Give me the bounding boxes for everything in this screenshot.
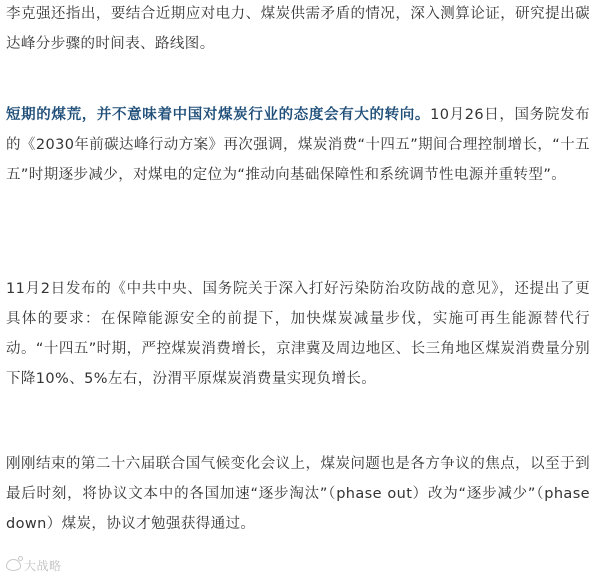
watermark (6, 556, 62, 574)
weibo-logo-icon (6, 559, 21, 571)
paragraph-2-text: 10月26日，国务院发布的《2030年前碳达峰行动方案》再次强调，煤炭消费“十四五”期间合理控制增长，“十五五”时期逐步减少，对煤电的定位为“推动向基础保障性和系统调节性电源并重转型”。 (6, 107, 591, 183)
paragraph-2 (6, 100, 590, 190)
emphasized-lead-sentence: 短期的煤荒，并不意味着中国对煤炭行业的态度会有大的转向。 (6, 107, 431, 123)
paragraph-1: 李克强还指出，要结合近期应对电力、煤炭供需矛盾的情况，深入测算论证，研究提出碳达峰分步骤的时间表、路线图。 (6, 6, 590, 52)
watermark-text: 大战略 (24, 558, 62, 573)
paragraph-3: 11月2日发布的《中共中央、国务院关于深入打好污染防治攻防战的意见》，还提出了更具体的要求：在保障能源安全的前提下，加快煤炭减量步伐，实施可再生能源替代行动。“十四五”时期，严控煤炭消费增长，京津冀及周边地区、长三角地区煤炭消费量分别下降10%、5%左右，汾渭平原煤炭消费量实现负增长。 (6, 281, 590, 387)
paragraph-4: 刚刚结束的第二十六届联合国气候变化会议上，煤炭问题也是各方争议的焦点，以至于到最后时刻，将协议文本中的各国加速“逐步淘汰”（phase out）改为“逐步减少”（phase down）煤炭，协议才勉强获得通过。 (6, 456, 590, 532)
